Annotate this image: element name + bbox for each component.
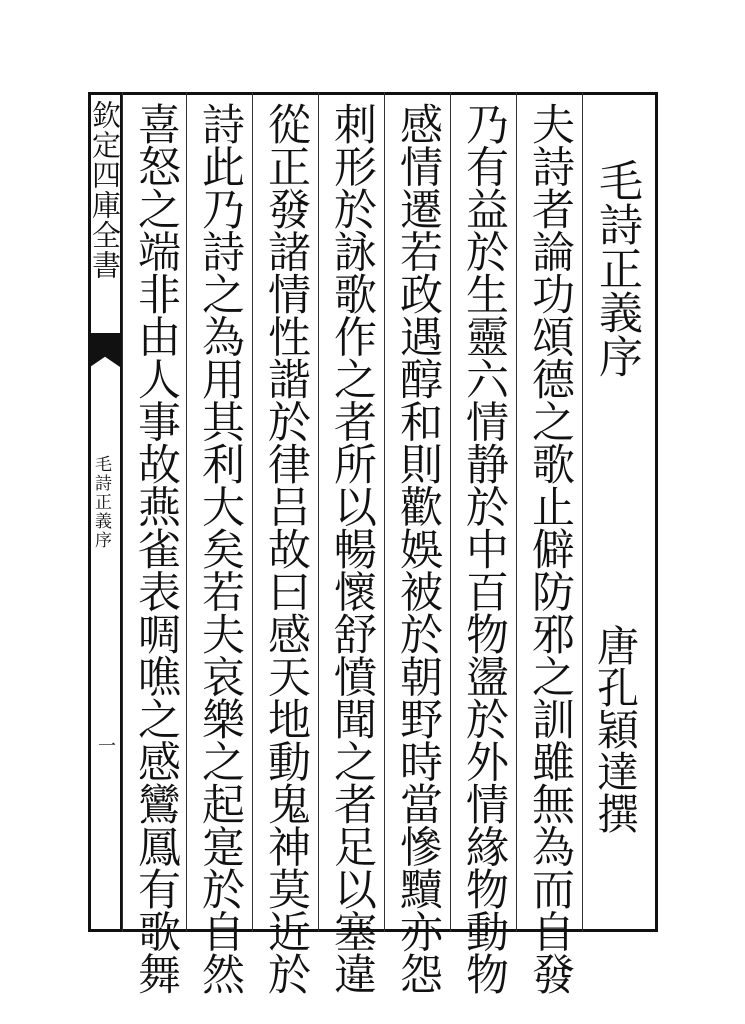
preface-author: 唐孔穎達撰 (591, 624, 640, 834)
column-rule (318, 92, 319, 932)
margin-page-number: 一 (95, 736, 116, 754)
preface-title: 毛詩正義序 (591, 158, 642, 378)
column-rule (252, 92, 253, 932)
margin-collection-title: 欽定四庫全書 (88, 100, 122, 280)
text-column: 感情遷若政遇醇和則歡娛被於朝野時當慘黷亦怨 (393, 102, 443, 995)
column-rule (122, 92, 123, 932)
margin-book-title: 毛詩正義序 (91, 455, 111, 550)
text-column: 從正發諸情性諧於律吕故曰感天地動鬼神莫近於 (261, 102, 311, 995)
column-rule (450, 92, 451, 932)
column-rule (384, 92, 385, 932)
text-column: 詩此乃詩之為用其利大矣若夫哀樂之起寔於自然 (195, 102, 245, 995)
text-column: 喜怒之端非由人事故燕雀表啁噍之感鸞鳳有歌舞 (131, 102, 181, 995)
column-rule (582, 92, 583, 932)
text-column: 夫詩者論功頌德之歌止僻防邪之訓雖無為而自發 (525, 102, 575, 995)
column-rule (516, 92, 517, 932)
text-column: 刺形於詠歌作之者所以暢懷舒憤聞之者足以塞違 (327, 102, 377, 995)
column-rule (186, 92, 187, 932)
text-column: 乃有益於生靈六情静於中百物盪於外情緣物動物 (459, 102, 509, 995)
